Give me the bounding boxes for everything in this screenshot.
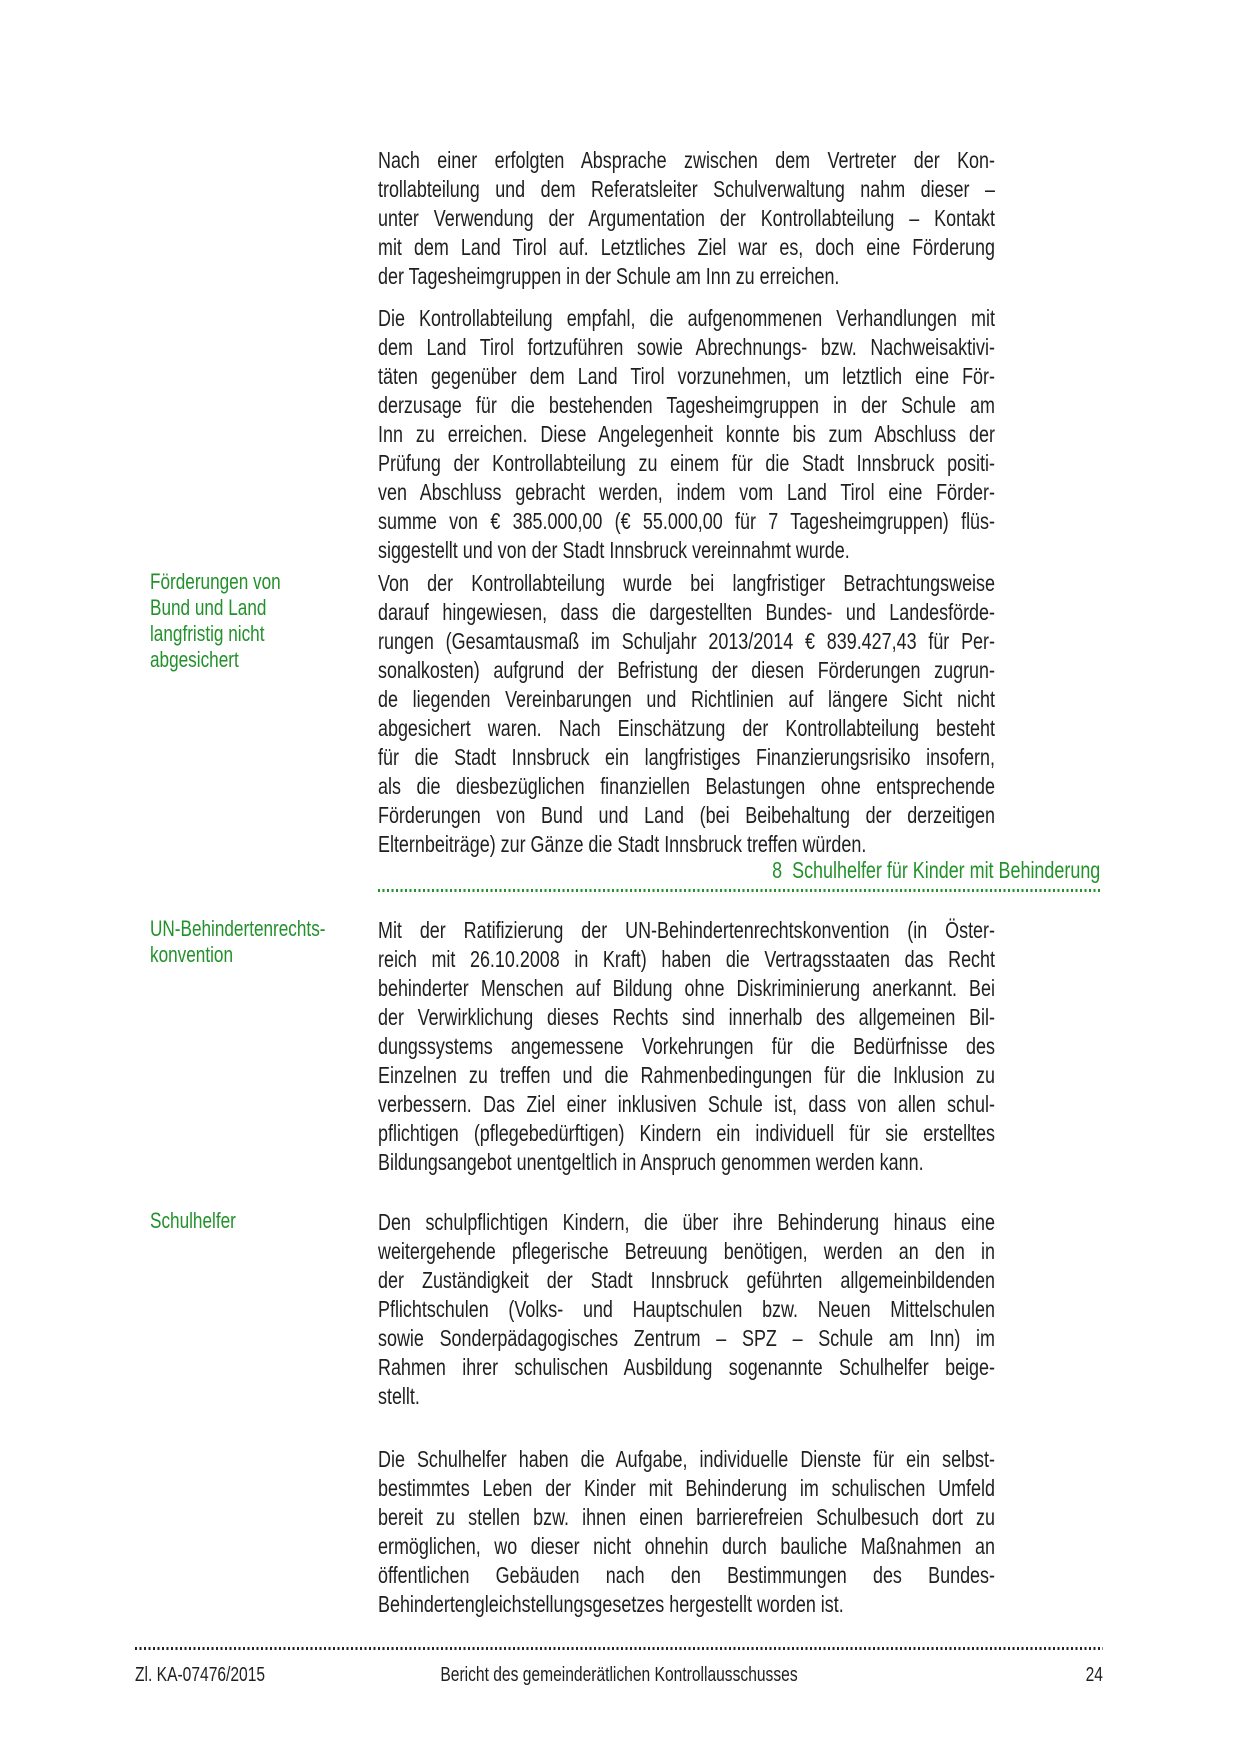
text-line: langfristig nicht bbox=[150, 621, 265, 646]
text-line: Nach einer erfolgten Absprache zwischen dem Vertreter der Kon- bbox=[378, 147, 995, 173]
text-line: konvention bbox=[150, 942, 234, 967]
text-line: reich mit 26.10.2008 in Kraft) haben die Vertragsstaaten das Recht bbox=[378, 946, 995, 972]
text-line: Prüfung der Kontrollabteilung zu einem für die Stadt Innsbruck positi- bbox=[378, 450, 995, 476]
margin-note-un-konvention bbox=[150, 916, 376, 968]
text-line: bestimmtes Leben der Kinder mit Behinderung im schulischen Umfeld bbox=[378, 1475, 995, 1501]
page-footer bbox=[135, 1660, 1103, 1690]
text-line: Schulhelfer bbox=[150, 1208, 236, 1233]
text-line: UN-Behindertenrechts- bbox=[150, 916, 326, 941]
text-line: darauf hingewiesen, dass die dargestellten Bundes- und Landesförde- bbox=[378, 599, 995, 625]
text-line: bereit zu stellen bzw. ihnen einen barrierefreien Schulbesuch dort zu bbox=[378, 1504, 995, 1530]
section-divider-dotted bbox=[378, 889, 1100, 892]
paragraph-schulhelfer-aufgabe bbox=[378, 1445, 995, 1619]
text-line: sowie Sonderpädagogisches Zentrum – SPZ – Schule am Inn) im bbox=[378, 1325, 995, 1351]
text-line: behinderter Menschen auf Bildung ohne Diskriminierung anerkannt. Bei bbox=[378, 975, 995, 1001]
text-line: dem Land Tirol fortzuführen sowie Abrechnungs- bzw. Nachweisaktivi- bbox=[378, 334, 995, 360]
text-line: der Verwirklichung dieses Rechts sind innerhalb des allgemeinen Bil- bbox=[378, 1004, 995, 1030]
paragraph-foerderungen-langfristig bbox=[378, 569, 995, 859]
paragraph-un-konvention bbox=[378, 916, 995, 1177]
text-line: Behindertengleichstellungsgesetzes hergestellt worden ist. bbox=[378, 1591, 844, 1617]
footer-document-title: Bericht des gemeinderätlichen Kontrollausschusses bbox=[440, 1664, 798, 1686]
text-line: Inn zu erreichen. Diese Angelegenheit konnte bis zum Abschluss der bbox=[378, 421, 995, 447]
text-line: stellt. bbox=[378, 1383, 420, 1409]
text-line: unter Verwendung der Argumentation der Kontrollabteilung – Kontakt bbox=[378, 205, 995, 231]
text-line: abgesichert waren. Nach Einschätzung der Kontrollabteilung besteht bbox=[378, 715, 995, 741]
text-line: trollabteilung und dem Referatsleiter Schulverwaltung nahm dieser – bbox=[378, 176, 995, 202]
text-line: Die Kontrollabteilung empfahl, die aufgenommenen Verhandlungen mit bbox=[378, 305, 995, 331]
text-line: Rahmen ihrer schulischen Ausbildung sogenannte Schulhelfer beige- bbox=[378, 1354, 995, 1380]
margin-note-schulhelfer bbox=[150, 1208, 376, 1234]
text-line: pflichtigen (pflegebedürftigen) Kindern ein individuell für sie erstelltes bbox=[378, 1120, 995, 1146]
text-line: für die Stadt Innsbruck ein langfristiges Finanzierungsrisiko insofern, bbox=[378, 744, 995, 770]
text-line: öffentlichen Gebäuden nach den Bestimmungen des Bundes- bbox=[378, 1562, 995, 1588]
text-line: ermöglichen, wo dieser nicht ohnehin durch bauliche Maßnahmen an bbox=[378, 1533, 995, 1559]
text-line: Pflichtschulen (Volks- und Hauptschulen bzw. Neuen Mittelschulen bbox=[378, 1296, 995, 1322]
text-line: Förderungen von Bund und Land (bei Beibehaltung der derzeitigen bbox=[378, 802, 995, 828]
margin-note-foerderungen bbox=[150, 569, 376, 673]
text-line: siggestellt und von der Stadt Innsbruck vereinnahmt wurde. bbox=[378, 537, 850, 563]
text-line: abgesichert bbox=[150, 647, 239, 672]
text-line: sonalkosten) aufgrund der Befristung der diesen Förderungen zugrun- bbox=[378, 657, 995, 683]
text-line: täten gegenüber dem Land Tirol vorzunehmen, um letztlich eine För- bbox=[378, 363, 995, 389]
paragraph-empfehlung-kontrollabteilung bbox=[378, 304, 995, 565]
text-line: Bund und Land bbox=[150, 595, 267, 620]
text-line: der Zuständigkeit der Stadt Innsbruck geführten allgemeinbildenden bbox=[378, 1267, 995, 1293]
footer-page-number: 24 bbox=[1085, 1664, 1103, 1686]
text-line: rungen (Gesamtausmaß im Schuljahr 2013/2014 € 839.427,43 für Per- bbox=[378, 628, 995, 654]
text-line: ven Abschluss gebracht werden, indem vom Land Tirol eine Förder- bbox=[378, 479, 995, 505]
text-line: Bildungsangebot unentgeltlich in Anspruch genommen werden kann. bbox=[378, 1149, 924, 1175]
text-line: dungssystems angemessene Vorkehrungen für die Bedürfnisse des bbox=[378, 1033, 995, 1059]
text-line: Mit der Ratifizierung der UN-Behindertenrechtskonvention (in Öster- bbox=[378, 917, 995, 943]
text-line: de liegenden Vereinbarungen und Richtlinien auf längere Sicht nicht bbox=[378, 686, 995, 712]
footer-reference-number: Zl. KA-07476/2015 bbox=[135, 1664, 266, 1686]
text-line: verbessern. Das Ziel einer inklusiven Schule ist, dass von allen schul- bbox=[378, 1091, 995, 1117]
text-line: derzusage für die bestehenden Tagesheimgruppen in der Schule am bbox=[378, 392, 995, 418]
text-line: Elternbeiträge) zur Gänze die Stadt Innsbruck treffen würden. bbox=[378, 831, 867, 857]
text-line: weitergehende pflegerische Betreuung benötigen, werden an den in bbox=[378, 1238, 995, 1264]
text-line: als die diesbezüglichen finanziellen Belastungen ohne entsprechende bbox=[378, 773, 995, 799]
footer-divider-dotted bbox=[135, 1647, 1103, 1650]
section-heading: 8 Schulhelfer für Kinder mit Behinderung bbox=[772, 857, 1101, 883]
paragraph-absprache-land-tirol bbox=[378, 146, 995, 291]
text-line: Von der Kontrollabteilung wurde bei langfristiger Betrachtungsweise bbox=[378, 570, 995, 596]
text-line: summe von € 385.000,00 (€ 55.000,00 für 7 Tagesheimgruppen) flüs- bbox=[378, 508, 995, 534]
text-line: mit dem Land Tirol auf. Letztliches Ziel war es, doch eine Förderung bbox=[378, 234, 995, 260]
text-line: Einzelnen zu treffen und die Rahmenbedingungen für die Inklusion zu bbox=[378, 1062, 995, 1088]
paragraph-schulhelfer-beistellung bbox=[378, 1208, 995, 1411]
text-line: der Tagesheimgruppen in der Schule am Inn zu erreichen. bbox=[378, 263, 840, 289]
text-line: Den schulpflichtigen Kindern, die über ihre Behinderung hinaus eine bbox=[378, 1209, 995, 1235]
text-line: Förderungen von bbox=[150, 569, 281, 594]
text-line: Die Schulhelfer haben die Aufgabe, individuelle Dienste für ein selbst- bbox=[378, 1446, 995, 1472]
